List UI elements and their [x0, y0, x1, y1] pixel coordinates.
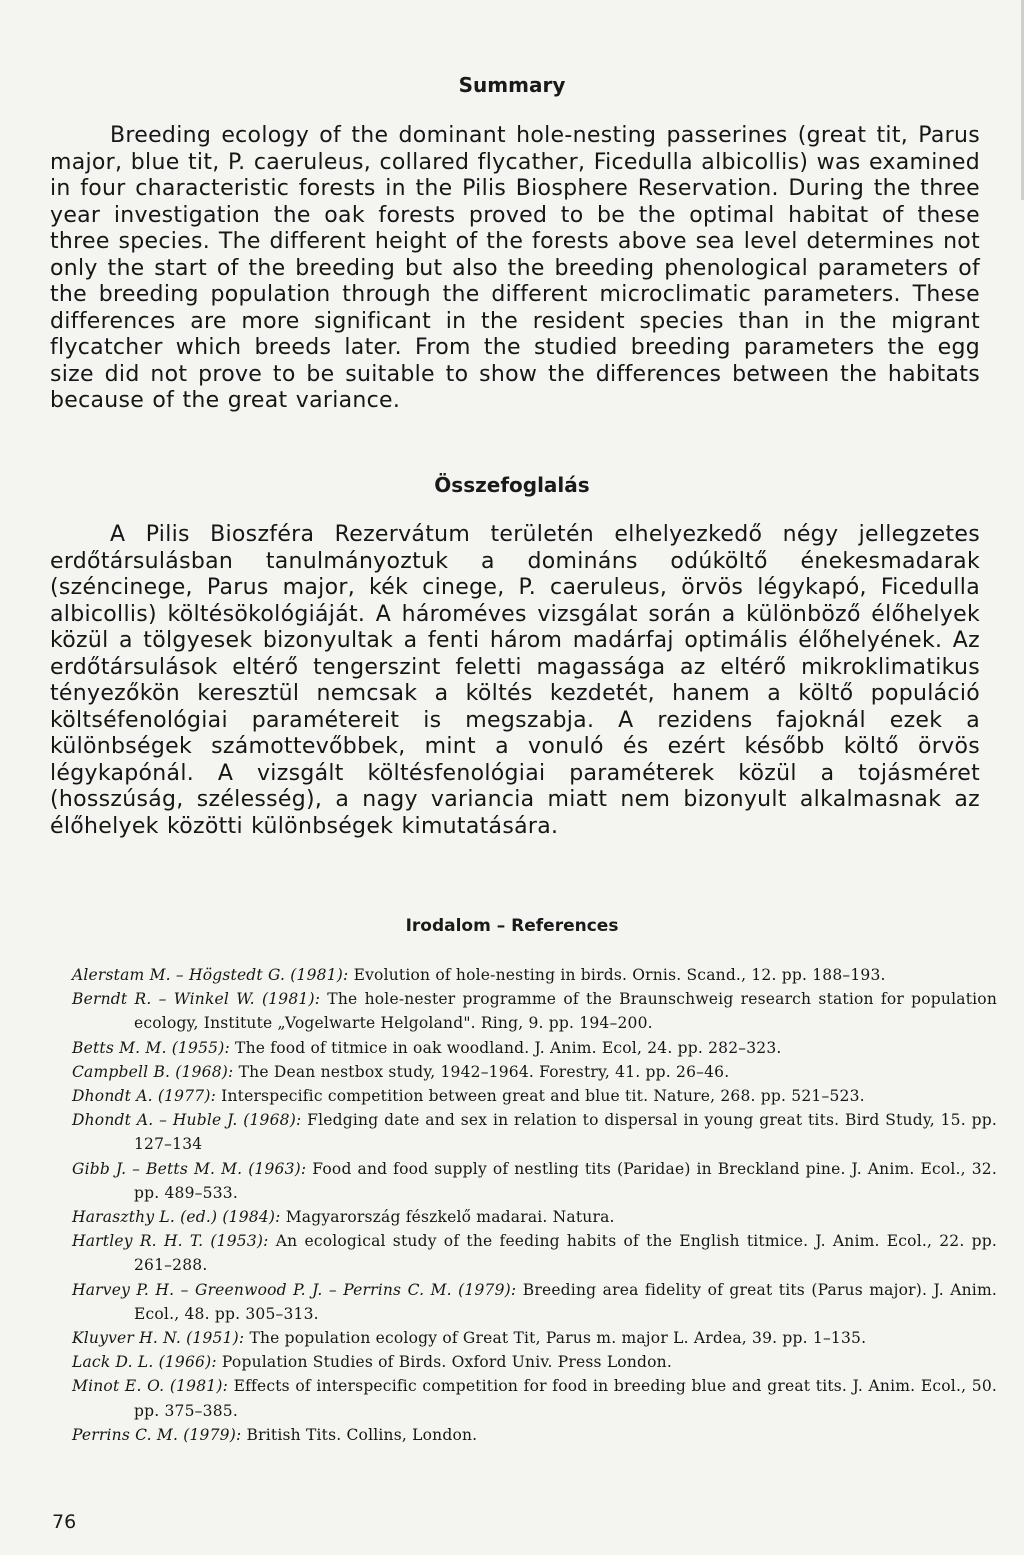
reference-text: Effects of interspecific competition for food in breeding blue and great tits. J. Anim. Ecol., 50. pp. 375–385. [134, 1377, 998, 1420]
osszefoglalas-paragraph: A Pilis Bioszféra Rezervátum területén elhelyezkedő négy jellegzetes erdőtársulásban tanulmányoztuk a domináns odúköltő énekesmadarak (széncinege, Parus major, kék cinege, P. caeruleus, örvös légykapó, Ficedulla albicollis) költésökológiáját. A hároméves vizsgálat során a különböző élőhelyek közül a tölgyesek bizonyultak a fenti három madárfaj optimális élőhelyének. Az erdőtársulások eltérő tengerszint feletti magassága az eltérő mikroklimatikus tényezőkön keresztül nemcsak a költés kezdetét, hanem a költő populáció költséfenológiai paramétereit is megszabja. A rezidens fajoknál ezek a különbségek számottevőbbek, mint a vonuló és ezért később költő örvös légykapónál. A vizsgált költésfenológiai paraméterek közül a tojásméret (hosszúság, szélesség), a nagy variancia miatt nem bizonyult alkalmasnak az élőhelyek közötti különbségek kimutatására. [50, 522, 980, 839]
reference-item [72, 1374, 997, 1422]
reference-authors: Dhondt A. (1977): [72, 1087, 217, 1106]
reference-item [72, 963, 997, 987]
reference-text: Breeding area fidelity of great tits (Parus major). J. Anim. Ecol., 48. pp. 305–313. [134, 1280, 997, 1323]
reference-authors: Lack D. L. (1966): [72, 1353, 217, 1372]
reference-text: Interspecific competition between great and blue tit. Nature, 268. pp. 521–523. [216, 1087, 865, 1106]
references-heading: Irodalom – References [405, 916, 619, 936]
summary-paragraph: Breeding ecology of the dominant hole-nesting passerines (great tit, Parus major, blue tit, P. caeruleus, collared flycather, Ficedulla albicollis) was examined in four characteristic forests in the Pilis Biosphere Reservation. During the three year investigation the oak forests proved to be the optimal habitat of these three species. The different height of the forests above sea level determines not only the start of the breeding but also the breeding phenological parameters of the breeding population through the different microclimatic parameters. These differences are more significant in the resident species than in the migrant flycatcher which breeds later. From the studied breeding parameters the egg size did not prove to be suitable to show the differences between the habitats because of the great variance. [50, 123, 980, 413]
reference-item [72, 1084, 997, 1108]
reference-item [72, 1229, 997, 1277]
reference-authors: Kluyver H. N. (1951): [72, 1329, 245, 1348]
reference-text: The hole-nester programme of the Braunschweig research station for population ecology, Institute „Vogelwarte Helgoland". Ring, 9. pp. 194–200. [134, 990, 998, 1033]
reference-authors: Harvey P. H. – Greenwood P. J. – Perrins C. M. (1979): [72, 1280, 517, 1299]
reference-authors: Berndt R. – Winkel W. (1981): [72, 990, 321, 1009]
reference-item [72, 1423, 997, 1447]
reference-authors: Hartley R. H. T. (1953): [72, 1232, 269, 1251]
reference-authors: Alerstam M. – Högstedt G. (1981): [72, 966, 349, 984]
references-list [72, 963, 997, 1447]
reference-text: Food and food supply of nestling tits (Paridae) in Breckland pine. J. Anim. Ecol., 32. pp. 489–533. [134, 1159, 997, 1202]
reference-text: The Dean nestbox study, 1942–1964. Forestry, 41. pp. 26–46. [233, 1062, 730, 1081]
reference-text: Magyarország fészkelő madarai. Natura. [280, 1208, 615, 1227]
reference-text: An ecological study of the feeding habits of the English titmice. J. Anim. Ecol., 22. pp. 261–288. [134, 1232, 997, 1275]
reference-authors: Haraszthy L. (ed.) (1984): [72, 1208, 281, 1227]
reference-item [72, 1060, 997, 1084]
reference-authors: Dhondt A. – Huble J. (1968): [72, 1111, 302, 1130]
reference-authors: Perrins C. M. (1979): [72, 1425, 242, 1444]
reference-item [72, 1326, 997, 1350]
reference-text: Population Studies of Birds. Oxford Univ. Press London. [216, 1353, 672, 1372]
reference-text: The food of titmice in oak woodland. J. Anim. Ecol, 24. pp. 282–323. [229, 1038, 782, 1057]
reference-item [72, 987, 997, 1035]
reference-item [72, 1278, 997, 1326]
reference-item [72, 1036, 997, 1060]
reference-text: Evolution of hole-nesting in birds. Ornis. Scand., 12. pp. 188–193. [348, 966, 886, 984]
reference-text: The population ecology of Great Tit, Parus m. major L. Ardea, 39. pp. 1–135. [244, 1329, 867, 1348]
reference-authors: Betts M. M. (1955): [72, 1038, 230, 1057]
reference-text: British Tits. Collins, London. [241, 1425, 478, 1444]
reference-authors: Gibb J. – Betts M. M. (1963): [72, 1159, 307, 1178]
reference-item [72, 1350, 997, 1374]
reference-authors: Campbell B. (1968): [72, 1062, 234, 1081]
osszefoglalas-heading: Összefoglalás [434, 473, 590, 497]
reference-text: Fledging date and sex in relation to dispersal in young great tits. Bird Study, 15. pp. 127–134 [134, 1111, 997, 1154]
page-number: 76 [52, 1511, 77, 1533]
reference-item [72, 1205, 997, 1229]
summary-heading: Summary [458, 73, 566, 97]
reference-item [72, 1157, 997, 1205]
reference-authors: Minot E. O. (1981): [72, 1377, 229, 1396]
reference-item [72, 1108, 997, 1156]
